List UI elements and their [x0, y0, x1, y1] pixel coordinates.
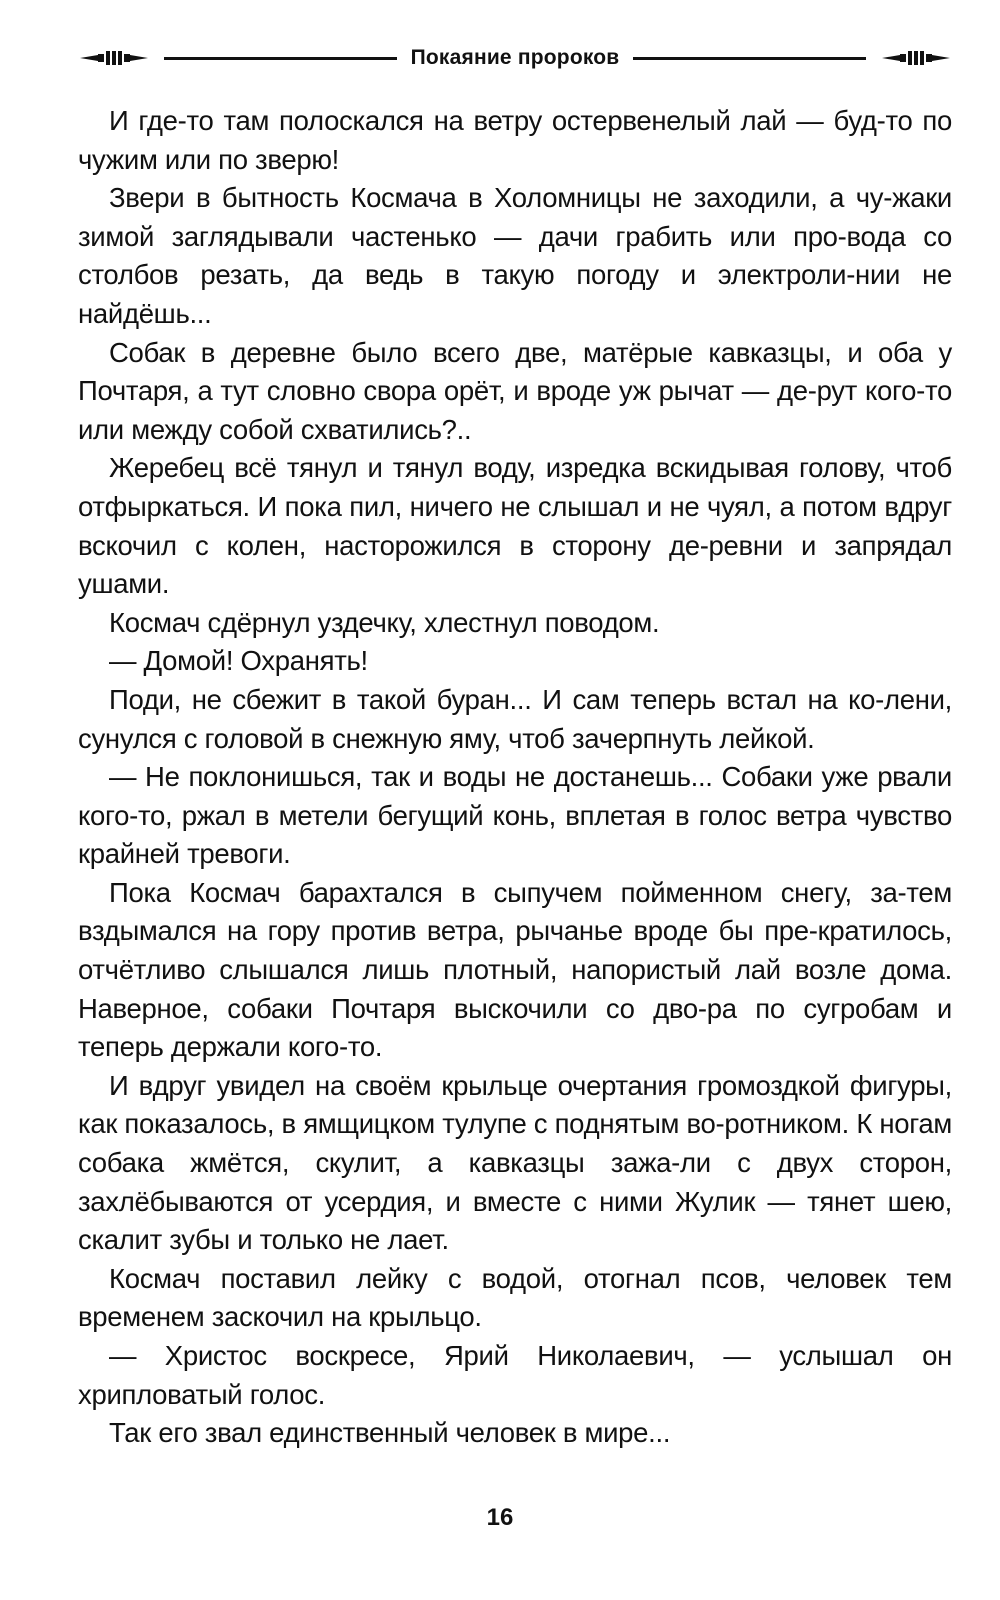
body-text [78, 102, 952, 1453]
paragraph: Так его звал единственный человек в мире... [109, 1417, 671, 1449]
paragraph: — Христос воскресе, Ярий Николаевич, — услышал он хрипловатый голос. [78, 1340, 952, 1410]
right-ornament-icon [880, 50, 952, 66]
paragraph: — Домой! Охранять! [109, 645, 368, 677]
header-rule-right [633, 57, 866, 60]
paragraph: Пока Космач барахтался в сыпучем пойменном снегу, за-тем вздымался на гору против ветра, рычанье вроде бы пре-кратилось, отчётливо слышался лишь плотный, напористый лай возле дома. Наверное, собаки Почтаря выскочили со дво-ра по сугробам и теперь держали кого-то. [78, 876, 952, 1063]
paragraph: Собак в деревне было всего две, матёрые кавказцы, и оба у Почтаря, а тут словно свора орёт, и вроде уж рычат — де-рут кого-то или между собой схватились?.. [78, 336, 952, 445]
header-rule-left [164, 57, 397, 60]
left-ornament-icon [78, 50, 150, 66]
paragraph: И где-то там полоскался на ветру остервенелый лай — буд-то по чужим или по зверю! [78, 105, 952, 175]
paragraph: Жеребец всё тянул и тянул воду, изредка вскидывая голову, чтоб отфыркаться. И пока пил, ничего не слышал и не чуял, а потом вдруг вскочил с колен, насторожился в сторону де-ревни и запрядал ушами. [78, 452, 952, 600]
paragraph: — Не поклонишься, так и воды не достанешь... Собаки уже рвали кого-то, ржал в метели бегущий конь, вплетая в голос ветра чувство крайней тревоги. [78, 761, 952, 870]
paragraph: И вдруг увидел на своём крыльце очертания громоздкой фигуры, как показалось, в ямщицком тулупе с поднятым во-ротником. К ногам собака жмётся, скулит, а кавказцы зажа-ли с двух сторон, захлёбываются от усердия, и вместе с ними Жулик — тянет шею, скалит зубы и только не лает. [78, 1069, 952, 1256]
paragraph: Космач поставил лейку с водой, отогнал псов, человек тем временем заскочил на крыльцо. [78, 1262, 952, 1333]
paragraph: Поди, не сбежит в такой буран... И сам теперь встал на ко-лени, сунулся с головой в снежную яму, чтоб зачерпнуть лейкой. [78, 683, 952, 754]
paragraph: Космач сдёрнул уздечку, хлестнул поводом. [109, 606, 660, 638]
running-header [78, 40, 952, 76]
running-header-title: Покаяние пророков [410, 46, 620, 69]
page-number: 16 [486, 1504, 514, 1531]
paragraph: Звери в бытность Космача в Холомницы не заходили, а чу-жаки зимой заглядывали частенько — дачи грабить или про-вода со столбов резать, да ведь в такую погоду и электроли-нии не найдёшь... [78, 182, 952, 329]
